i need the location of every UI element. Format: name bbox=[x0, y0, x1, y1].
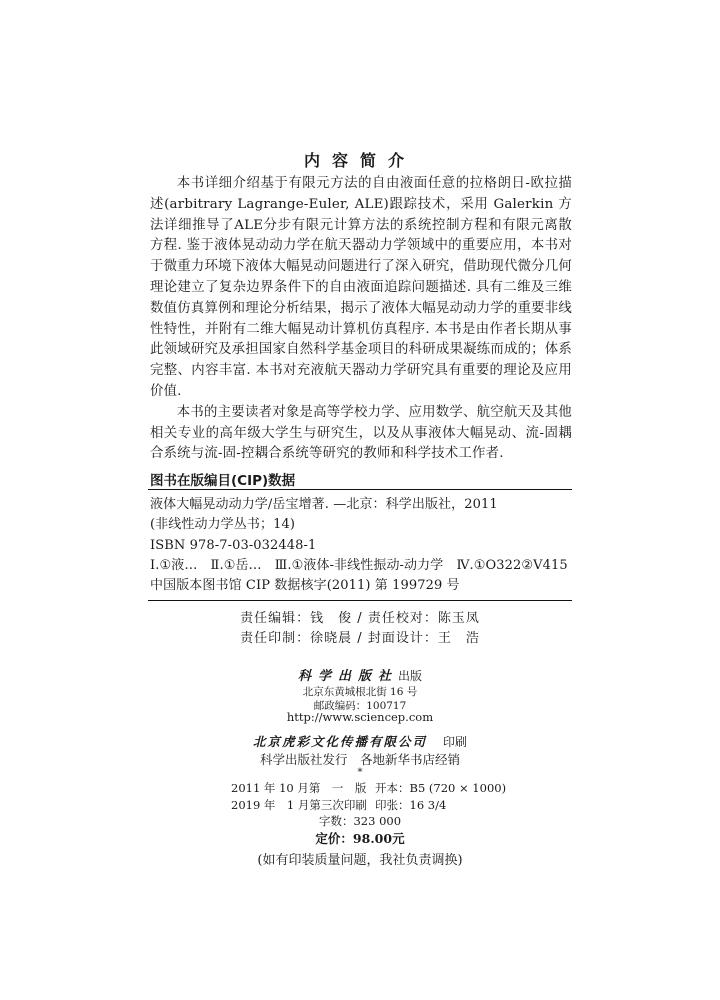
cip-bottom-rule bbox=[148, 600, 572, 601]
cip-classification-line: Ⅰ.①液… Ⅱ.①岳… Ⅲ.①液体-非线性振动-动力学 Ⅳ.①O322②V415 bbox=[150, 558, 568, 573]
distribution-line: 科学出版社发行 各地新华书店经销 bbox=[259, 752, 460, 767]
cip-title-line: 液体大幅晃动动力学/岳宝增著. —北京：科学出版社，2011 bbox=[150, 497, 498, 512]
publisher-suffix: 出版 bbox=[398, 669, 423, 683]
price: 定价：98.00元 bbox=[315, 831, 405, 846]
word-count: 字数：323 000 bbox=[318, 814, 402, 828]
printed-sheets: 印张：16 3/4 bbox=[375, 798, 447, 812]
separator-star: * bbox=[357, 767, 363, 778]
cip-record-line: 中国版本图书馆 CIP 数据核字(2011) 第 199729 号 bbox=[150, 578, 460, 593]
printer-suffix: 印刷 bbox=[443, 735, 468, 749]
cip-top-rule bbox=[148, 489, 572, 490]
intro-title: 内容简介 bbox=[303, 151, 416, 170]
book-format: 开本：B5 (720 × 1000) bbox=[375, 781, 507, 795]
editor-credits: 责任编辑：钱 俊 / 责任校对：陈玉凤 bbox=[240, 611, 480, 626]
cip-heading: 图书在版编目(CIP)数据 bbox=[150, 473, 296, 489]
publisher-address: 北京东黄城根北街 16 号 bbox=[302, 686, 418, 698]
intro-paragraph-1: 本书详细介绍基于有限元方法的自由液面任意的拉格朗日-欧拉描述(arbitrary Lagrange-Euler, ALE)跟踪技术，采用 Galerkin 方法详细推导了ALE分步有限元计算方法的系统控制方程和有限元离散方程. 鉴于液体晃动动力学在航天器动力学领域中的重要应用，本书对于微重力环境下液体大幅晃动问题进行了深入研究，借助现代微分几何理论建立了复杂边界条件下的自由液面追踪问题描述. 具有二维及三维数值仿真算例和理论分析结果，揭示了液体大幅晃动动力学的重要非线性特性，并附有二维大幅晃动计算机仿真程序. 本书是由作者长期从事此领域研究及承担国家自然科学基金项目的科研成果凝练而成的；体系完整、内容丰富. 本书对充液航天器动力学研究具有重要的理论及应用价值. bbox=[150, 176, 572, 399]
printer-name: 北京虎彩文化传播有限公司 bbox=[252, 734, 427, 749]
publisher-name: 科学出版社 bbox=[297, 669, 398, 684]
intro-paragraph-2: 本书的主要读者对象是高等学校力学、应用数学、航空航天及其他相关专业的高年级大学生与研究生，以及从事液体大幅晃动、流-固耦合系统与流-固-控耦合系统等研究的教师和科学技术工作者. bbox=[150, 404, 572, 462]
printing-date: 2019 年 1 月第三次印刷 bbox=[231, 798, 367, 812]
cip-series-line: (非线性动力学丛书；14) bbox=[150, 517, 295, 532]
quality-notice: (如有印装质量问题，我社负责调换) bbox=[257, 853, 463, 868]
publisher-website: http://www.sciencep.com bbox=[286, 710, 434, 724]
production-credits: 责任印制：徐晓晨 / 封面设计：王 浩 bbox=[240, 631, 480, 646]
publisher-line bbox=[0, 665, 720, 684]
cip-isbn-line: ISBN 978-7-03-032448-1 bbox=[150, 538, 317, 553]
intro-body bbox=[150, 174, 572, 465]
printer-line bbox=[0, 728, 720, 751]
publisher-postcode: 邮政编码：100717 bbox=[313, 700, 407, 712]
edition-date: 2011 年 10 月第 一 版 bbox=[231, 781, 367, 795]
